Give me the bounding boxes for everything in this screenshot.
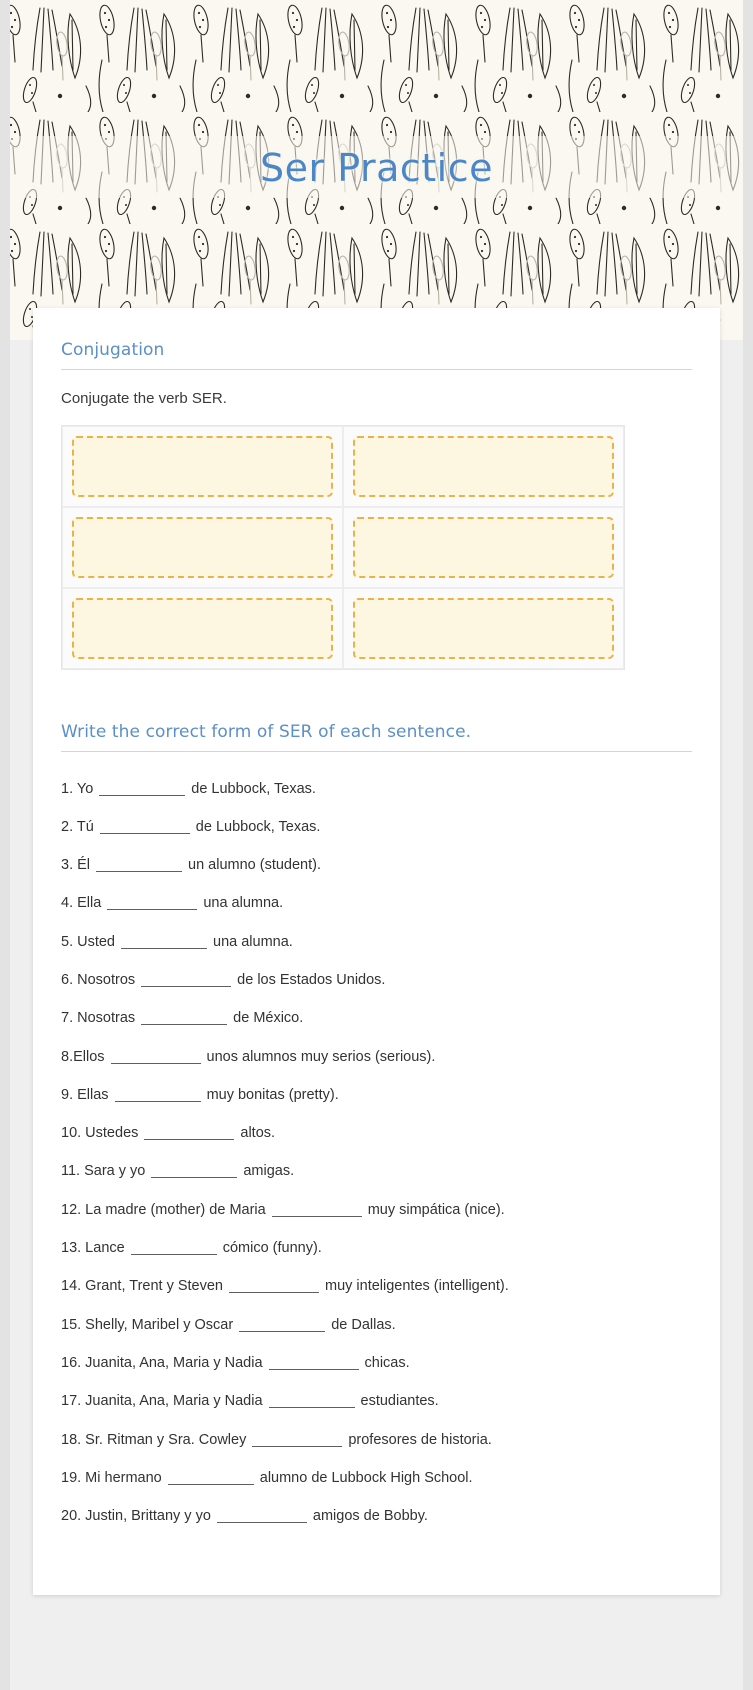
sentence-prefix: 16. Juanita, Ana, Maria y Nadia bbox=[61, 1354, 263, 1371]
sentence-suffix: unos alumnos muy serios (serious). bbox=[206, 1048, 436, 1065]
viewport-edge-left bbox=[0, 0, 10, 1690]
sentence-suffix: amigas. bbox=[243, 1163, 295, 1180]
sentence-blank-input[interactable] bbox=[115, 1086, 201, 1102]
sentence-blank-input[interactable] bbox=[252, 1431, 342, 1447]
sentence-blank-input[interactable] bbox=[107, 894, 197, 910]
sentence-blank-input[interactable] bbox=[269, 1354, 359, 1370]
sentence-suffix: de Lubbock, Texas. bbox=[195, 818, 321, 835]
sentences-heading-rule bbox=[61, 751, 692, 752]
conjugation-answer-box-3[interactable] bbox=[72, 517, 333, 578]
sentence-row bbox=[61, 1229, 692, 1267]
sentence-row bbox=[61, 846, 692, 884]
sentence-prefix: 15. Shelly, Maribel y Oscar bbox=[61, 1316, 234, 1333]
sentence-prefix: 12. La madre (mother) de Maria bbox=[61, 1201, 266, 1218]
conjugation-cell bbox=[343, 507, 624, 588]
sentence-blank-input[interactable] bbox=[121, 933, 207, 949]
conjugation-cell bbox=[343, 426, 624, 507]
sentence-row bbox=[61, 923, 692, 961]
sentence-suffix: de Dallas. bbox=[331, 1316, 396, 1333]
conjugation-answer-box-5[interactable] bbox=[72, 598, 333, 659]
sentence-row bbox=[61, 1152, 692, 1190]
sentence-suffix: muy inteligentes (intelligent). bbox=[325, 1278, 509, 1295]
sentence-suffix: altos. bbox=[240, 1125, 276, 1142]
sentence-row bbox=[61, 884, 692, 922]
sentence-prefix: 3. Él bbox=[61, 857, 91, 874]
conjugation-section bbox=[33, 308, 720, 670]
sentence-blank-input[interactable] bbox=[131, 1239, 217, 1255]
sentence-prefix: 14. Grant, Trent y Steven bbox=[61, 1278, 223, 1295]
sentence-blank-input[interactable] bbox=[217, 1507, 307, 1523]
sentence-row bbox=[61, 808, 692, 846]
sentence-blank-input[interactable] bbox=[100, 818, 190, 834]
conjugation-heading: Conjugation bbox=[61, 340, 165, 360]
sentence-prefix: 7. Nosotras bbox=[61, 1010, 136, 1027]
sentence-prefix: 20. Justin, Brittany y yo bbox=[61, 1508, 211, 1525]
sentence-suffix: de México. bbox=[233, 1010, 304, 1027]
sentence-blank-input[interactable] bbox=[99, 780, 185, 796]
page-title: Ser Practice bbox=[260, 146, 493, 190]
sentence-prefix: 8.Ellos bbox=[61, 1048, 105, 1065]
sentence-blank-input[interactable] bbox=[141, 1009, 227, 1025]
sentence-prefix: 17. Juanita, Ana, Maria y Nadia bbox=[61, 1393, 263, 1410]
conjugation-prompt: Conjugate the verb SER. bbox=[61, 390, 227, 407]
conjugation-answer-box-6[interactable] bbox=[353, 598, 614, 659]
sentence-row bbox=[61, 1191, 692, 1229]
sentence-blank-input[interactable] bbox=[96, 856, 182, 872]
conjugation-answer-grid bbox=[61, 425, 625, 670]
sentence-suffix: muy bonitas (pretty). bbox=[206, 1086, 339, 1103]
sentence-prefix: 13. Lance bbox=[61, 1240, 125, 1257]
sentence-prefix: 18. Sr. Ritman y Sra. Cowley bbox=[61, 1431, 247, 1448]
conjugation-answer-box-1[interactable] bbox=[72, 436, 333, 497]
sentence-blank-input[interactable] bbox=[144, 1124, 234, 1140]
sentence-suffix: amigos de Bobby. bbox=[312, 1508, 428, 1525]
conjugation-cell bbox=[62, 507, 343, 588]
conjugation-answer-box-2[interactable] bbox=[353, 436, 614, 497]
sentence-prefix: 2. Tú bbox=[61, 818, 94, 835]
sentence-row bbox=[61, 999, 692, 1037]
sentence-row bbox=[61, 961, 692, 999]
sentence-suffix: de los Estados Unidos. bbox=[237, 971, 386, 988]
conjugation-heading-rule bbox=[61, 369, 692, 370]
sentence-row bbox=[61, 1306, 692, 1344]
sentence-blank-input[interactable] bbox=[168, 1469, 254, 1485]
hero-banner bbox=[0, 0, 753, 340]
sentence-row bbox=[61, 1076, 692, 1114]
sentence-row bbox=[61, 1038, 692, 1076]
sentence-suffix: estudiantes. bbox=[360, 1393, 439, 1410]
sentence-row bbox=[61, 1497, 692, 1535]
conjugation-answer-box-4[interactable] bbox=[353, 517, 614, 578]
sentence-suffix: profesores de historia. bbox=[348, 1431, 492, 1448]
sentence-row bbox=[61, 1344, 692, 1382]
sentence-suffix: alumno de Lubbock High School. bbox=[259, 1469, 473, 1486]
sentence-suffix: una alumna. bbox=[203, 895, 284, 912]
sentence-blank-input[interactable] bbox=[151, 1162, 237, 1178]
conjugation-cell bbox=[343, 588, 624, 669]
viewport-edge-right bbox=[743, 0, 753, 1690]
sentence-list bbox=[61, 770, 692, 1536]
sentence-prefix: 4. Ella bbox=[61, 895, 102, 912]
sentence-row bbox=[61, 1114, 692, 1152]
sentence-row bbox=[61, 1421, 692, 1459]
conjugation-cell bbox=[62, 426, 343, 507]
sentence-blank-input[interactable] bbox=[239, 1316, 325, 1332]
sentence-prefix: 9. Ellas bbox=[61, 1086, 109, 1103]
worksheet-card bbox=[33, 308, 720, 1595]
sentence-blank-input[interactable] bbox=[229, 1277, 319, 1293]
sentence-suffix: un alumno (student). bbox=[188, 857, 322, 874]
sentence-blank-input[interactable] bbox=[269, 1392, 355, 1408]
sentence-prefix: 11. Sara y yo bbox=[61, 1163, 146, 1180]
sentence-suffix: una alumna. bbox=[213, 933, 293, 950]
sentence-suffix: cómico (funny). bbox=[222, 1240, 322, 1257]
sentence-row bbox=[61, 1267, 692, 1305]
sentence-row bbox=[61, 1459, 692, 1497]
sentence-prefix: 19. Mi hermano bbox=[61, 1469, 162, 1486]
sentence-blank-input[interactable] bbox=[272, 1201, 362, 1217]
sentence-suffix: muy simpática (nice). bbox=[367, 1201, 505, 1218]
sentence-prefix: 10. Ustedes bbox=[61, 1125, 139, 1142]
sentence-prefix: 6. Nosotros bbox=[61, 971, 136, 988]
sentences-section bbox=[33, 670, 720, 1536]
sentence-blank-input[interactable] bbox=[141, 971, 231, 987]
sentence-prefix: 5. Usted bbox=[61, 933, 115, 950]
sentence-blank-input[interactable] bbox=[111, 1048, 201, 1064]
sentence-prefix: 1. Yo bbox=[61, 780, 94, 797]
conjugation-cell bbox=[62, 588, 343, 669]
sentence-row bbox=[61, 1382, 692, 1420]
sentence-suffix: de Lubbock, Texas. bbox=[191, 780, 316, 797]
sentence-row bbox=[61, 770, 692, 808]
sentence-suffix: chicas. bbox=[364, 1354, 410, 1371]
sentences-heading: Write the correct form of SER of each sentence. bbox=[61, 721, 472, 742]
